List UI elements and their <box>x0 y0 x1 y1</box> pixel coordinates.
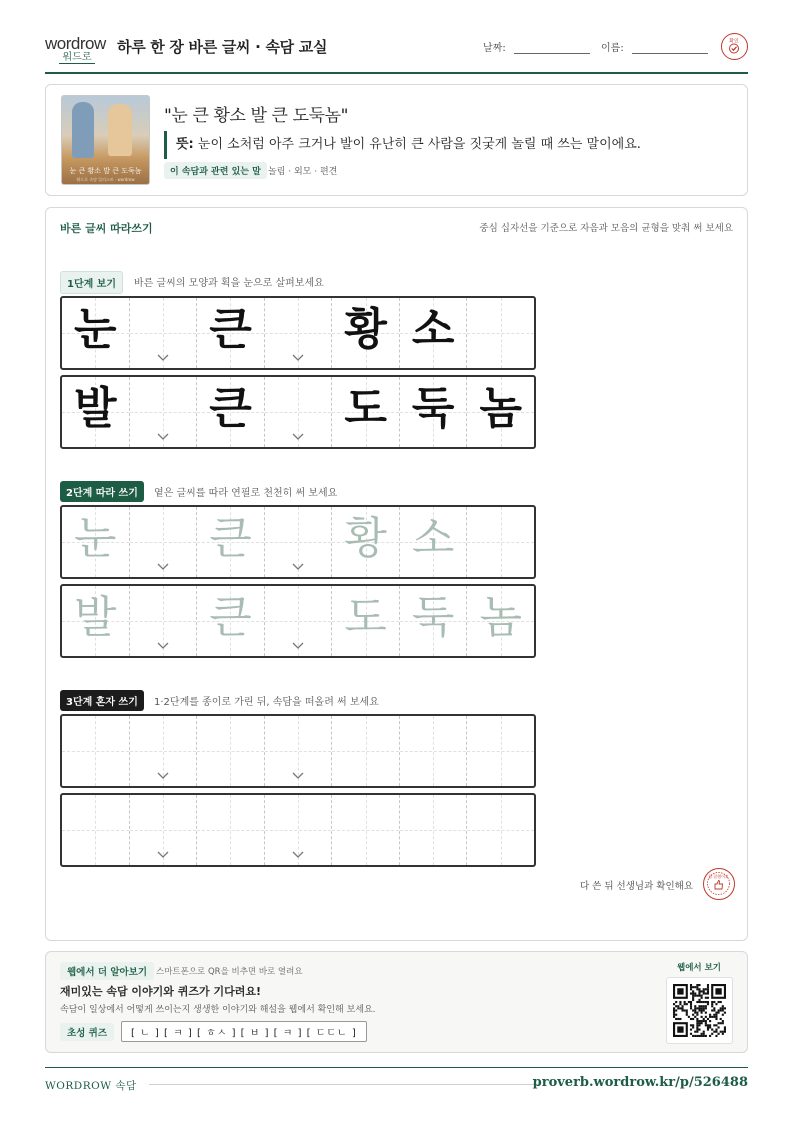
check-note: 다 쓴 뒤 선생님과 확인해요 <box>579 881 693 892</box>
writing-cell[interactable] <box>400 795 468 865</box>
footer-url[interactable]: proverb.wordrow.kr/p/526488 <box>532 1075 748 1090</box>
step-2-line-1[interactable] <box>60 505 536 579</box>
spacing-chevron-icon <box>292 772 304 780</box>
writing-cell[interactable] <box>197 795 265 865</box>
spacing-chevron-icon <box>292 563 304 571</box>
writing-char: 큰 <box>209 383 252 434</box>
writing-char: 도 <box>344 592 387 643</box>
writing-cell[interactable] <box>265 795 333 865</box>
proverb-title: "눈 큰 황소 발 큰 도둑놈" <box>164 106 349 126</box>
spacing-chevron-icon <box>292 642 304 650</box>
logo: wordrow <box>45 34 106 53</box>
check-stamp-icon <box>721 33 748 60</box>
proverb-meaning <box>164 131 641 159</box>
writing-cell[interactable] <box>332 795 400 865</box>
related-badge: 이 속담과 관련 있는 말 <box>164 162 267 179</box>
writing-cell <box>130 298 198 368</box>
page-footer <box>45 1067 748 1097</box>
proverb-card <box>45 84 748 196</box>
writing-char: 발 <box>74 592 117 643</box>
writing-cell[interactable] <box>130 507 198 577</box>
writing-char: 도 <box>344 383 387 434</box>
step-2-line-2[interactable] <box>60 584 536 658</box>
writing-char: 큰 <box>209 592 252 643</box>
practice-title: 바른 글씨 따라쓰기 <box>60 222 153 235</box>
writing-char: 둑 <box>411 592 455 643</box>
date-field[interactable] <box>483 39 590 54</box>
step-3-desc: 1·2단계를 종이로 가린 뒤, 속담을 떠올려 써 보세요 <box>154 697 379 708</box>
writing-cell[interactable] <box>400 586 468 656</box>
writing-cell <box>467 377 534 447</box>
writing-cell[interactable] <box>332 586 400 656</box>
writing-cell[interactable] <box>265 586 333 656</box>
page-header <box>45 28 748 74</box>
practice-section <box>45 207 748 941</box>
name-field[interactable] <box>601 39 708 54</box>
spacing-chevron-icon <box>157 433 169 441</box>
writing-cell[interactable] <box>197 716 265 786</box>
spacing-chevron-icon <box>157 851 169 859</box>
spacing-chevron-icon <box>292 851 304 859</box>
date-label: 날짜: <box>483 43 506 54</box>
figure-girl <box>108 104 132 156</box>
meaning-label: 뜻: <box>176 137 194 152</box>
qr-label: 웹에서 보기 <box>676 963 721 973</box>
writing-char: 놈 <box>479 592 523 643</box>
footer-rule <box>149 1084 538 1085</box>
web-description: 속담이 일상에서 어떻게 쓰이는지 생생한 이야기와 해설을 웹에서 확인해 보세요. <box>60 1005 376 1015</box>
spacing-chevron-icon <box>157 354 169 362</box>
footer-brand: WORDROW 속담 <box>45 1080 137 1092</box>
illustration-subcaption: 워드로 속담 일러스트 · wordrow <box>76 177 135 182</box>
step-3-line-2[interactable] <box>60 793 536 867</box>
writing-char: 황 <box>344 304 387 355</box>
writing-char: 눈 <box>74 304 117 355</box>
quiz-badge: 초성 퀴즈 <box>60 1023 114 1041</box>
writing-char: 둑 <box>411 383 455 434</box>
spacing-chevron-icon <box>157 642 169 650</box>
writing-cell[interactable] <box>62 586 130 656</box>
step-1-desc: 바른 글씨의 모양과 획을 눈으로 살펴보세요 <box>134 278 324 289</box>
writing-cell <box>467 298 534 368</box>
step-1-badge: 1단계 보기 <box>60 271 123 294</box>
writing-cell[interactable] <box>265 716 333 786</box>
writing-cell[interactable] <box>400 507 468 577</box>
writing-cell <box>265 298 333 368</box>
spacing-chevron-icon <box>157 772 169 780</box>
writing-char: 큰 <box>209 513 252 564</box>
writing-cell <box>62 377 130 447</box>
chosung-quiz: [ ㄴ ] [ ㅋ ] [ ㅎㅅ ] [ ㅂ ] [ ㅋ ] [ ㄷㄷㄴ ] <box>121 1021 367 1042</box>
step-1-line-1 <box>60 296 536 370</box>
qr-code[interactable] <box>666 977 733 1044</box>
spacing-chevron-icon <box>157 563 169 571</box>
step-2-badge: 2단계 따라 쓰기 <box>60 481 144 502</box>
illustration-caption: 눈 큰 황소 발 큰 도둑놈 <box>69 167 142 175</box>
writing-char: 큰 <box>209 304 252 355</box>
writing-cell <box>332 377 400 447</box>
writing-cell <box>400 377 468 447</box>
writing-char: 소 <box>411 304 455 355</box>
writing-cell[interactable] <box>130 716 198 786</box>
writing-cell[interactable] <box>467 716 534 786</box>
writing-char: 발 <box>74 383 117 434</box>
step-2-desc: 옅은 글씨를 따라 연필로 천천히 써 보세요 <box>154 488 338 499</box>
related-tags: 놀림 · 외모 · 편견 <box>268 167 338 177</box>
writing-cell <box>332 298 400 368</box>
writing-cell[interactable] <box>467 795 534 865</box>
web-badge: 웹에서 더 알아보기 <box>60 962 154 980</box>
writing-cell[interactable] <box>130 586 198 656</box>
figure-boy <box>72 102 94 158</box>
spacing-chevron-icon <box>292 433 304 441</box>
step-3-badge: 3단계 혼자 쓰기 <box>60 690 144 711</box>
web-promo-box <box>45 951 748 1053</box>
writing-cell[interactable] <box>332 716 400 786</box>
writing-char: 소 <box>411 513 455 564</box>
web-hint: 스마트폰으로 QR을 비추면 바로 열려요 <box>156 967 303 977</box>
date-line <box>514 44 590 54</box>
spacing-chevron-icon <box>292 354 304 362</box>
logo-subtitle: 워드로 <box>59 48 95 64</box>
stamp-label: 확인 <box>729 38 739 45</box>
writing-cell[interactable] <box>130 795 198 865</box>
writing-cell <box>197 298 265 368</box>
writing-cell[interactable] <box>332 507 400 577</box>
writing-cell[interactable] <box>400 716 468 786</box>
writing-char: 눈 <box>74 513 117 564</box>
writing-cell[interactable] <box>197 586 265 656</box>
qr-code-icon <box>673 984 726 1037</box>
name-line <box>632 44 708 54</box>
writing-cell <box>62 298 130 368</box>
writing-cell <box>197 377 265 447</box>
writing-cell[interactable] <box>265 507 333 577</box>
proverb-illustration <box>61 95 150 185</box>
step-1-line-2 <box>60 375 536 449</box>
writing-cell[interactable] <box>467 586 534 656</box>
practice-hint: 중심 십자선을 기준으로 자음과 모음의 균형을 맞춰 써 보세요 <box>479 223 733 234</box>
praise-stamp-icon <box>703 868 735 900</box>
meaning-text: 눈이 소처럼 아주 크거나 발이 유난히 큰 사람을 짓궂게 놀릴 때 쓰는 말이에요. <box>197 137 641 152</box>
writing-char: 놈 <box>479 383 523 434</box>
step-3-line-1[interactable] <box>60 714 536 788</box>
writing-char: 황 <box>344 513 387 564</box>
writing-cell[interactable] <box>62 795 130 865</box>
writing-cell <box>265 377 333 447</box>
praise-stamp-label: 참 잘했어요 <box>708 874 729 879</box>
writing-cell <box>130 377 198 447</box>
writing-cell[interactable] <box>467 507 534 577</box>
name-label: 이름: <box>601 43 624 54</box>
writing-cell[interactable] <box>62 716 130 786</box>
writing-cell[interactable] <box>197 507 265 577</box>
web-headline: 재미있는 속담 이야기와 퀴즈가 기다려요! <box>60 985 261 998</box>
page-title: 하루 한 장 바른 글씨 · 속담 교실 <box>117 38 328 56</box>
writing-cell <box>400 298 468 368</box>
writing-cell[interactable] <box>62 507 130 577</box>
